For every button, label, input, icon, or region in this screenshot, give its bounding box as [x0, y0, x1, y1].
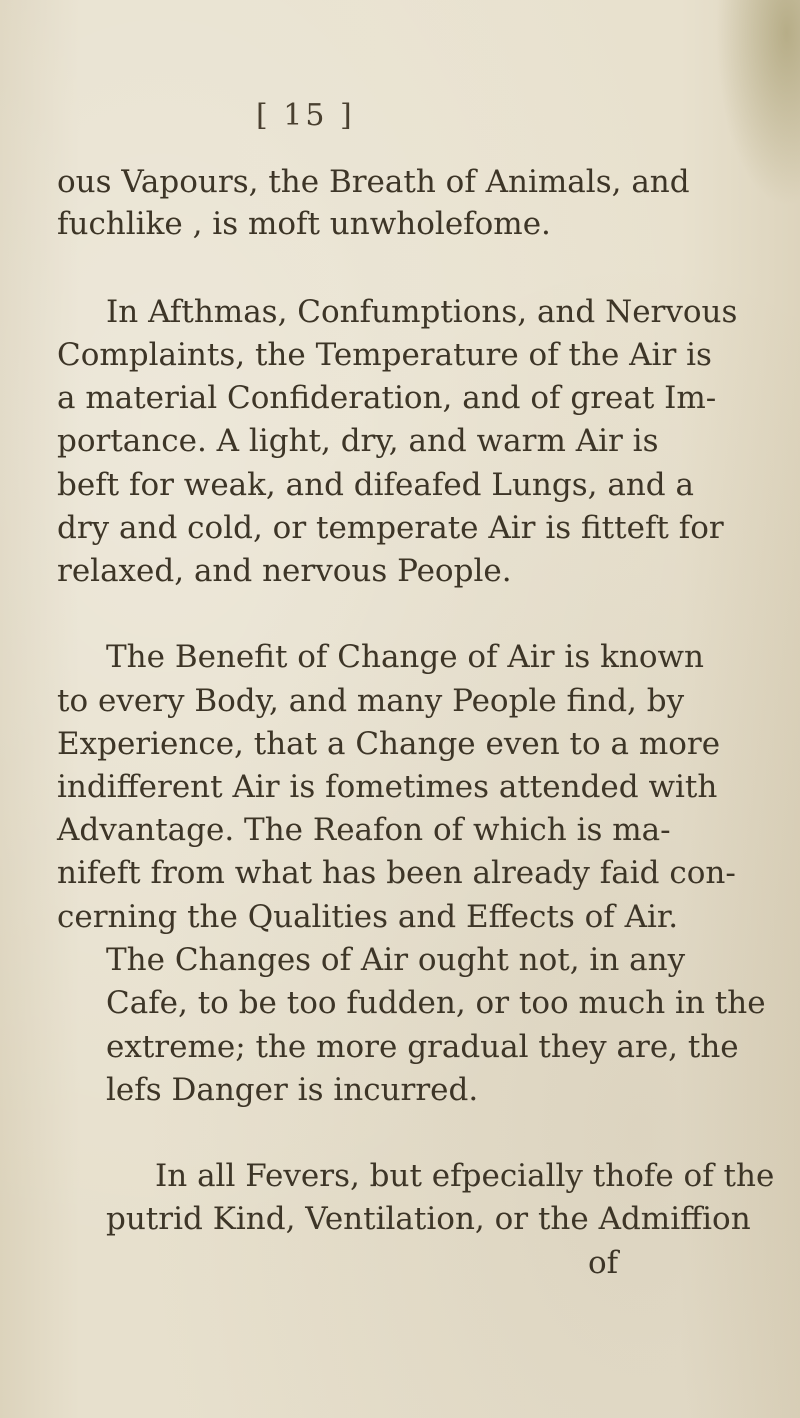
text-line: lefs Danger is incurred. [106, 1072, 479, 1108]
text-line: ous Vapours, the Breath of Animals, and [57, 164, 690, 200]
text-line: nifeft from what has been already faid con- [57, 855, 736, 891]
text-line: indifferent Air is fometimes attended with [57, 769, 718, 805]
text-line: putrid Kind, Ventilation, or the Admiffion [106, 1201, 751, 1237]
text-line: extreme; the more gradual they are, the [106, 1029, 739, 1065]
text-line: relaxed, and nervous People. [57, 553, 512, 589]
page-stain [710, 0, 800, 220]
text-line: In all Fevers, but efpecially thofe of the [155, 1158, 775, 1194]
text-line: dry and cold, or temperate Air is fitteft for [57, 510, 724, 546]
text-line: portance. A light, dry, and warm Air is [57, 423, 659, 459]
text-line: In Afthmas, Confumptions, and Nervous [106, 294, 738, 330]
text-line: cerning the Qualities and Effects of Air. [57, 899, 679, 935]
text-line: to every Body, and many People find, by [57, 683, 685, 719]
page-number-header: [ 15 ] [256, 98, 355, 133]
text-line: fuchlike , is moft unwholefome. [57, 206, 551, 242]
text-line: a material Confideration, and of great Im- [57, 380, 717, 416]
text-line: The Changes of Air ought not, in any [106, 942, 686, 978]
text-line: Advantage. The Reafon of which is ma- [57, 812, 671, 848]
text-line: Cafe, to be too fudden, or too much in the [106, 985, 766, 1021]
text-line: The Benefit of Change of Air is known [106, 639, 704, 675]
catchword: of [588, 1245, 619, 1281]
text-line: beft for weak, and difeafed Lungs, and a [57, 467, 694, 503]
text-line: Complaints, the Temperature of the Air is [57, 337, 712, 373]
text-line: Experience, that a Change even to a more [57, 726, 721, 762]
